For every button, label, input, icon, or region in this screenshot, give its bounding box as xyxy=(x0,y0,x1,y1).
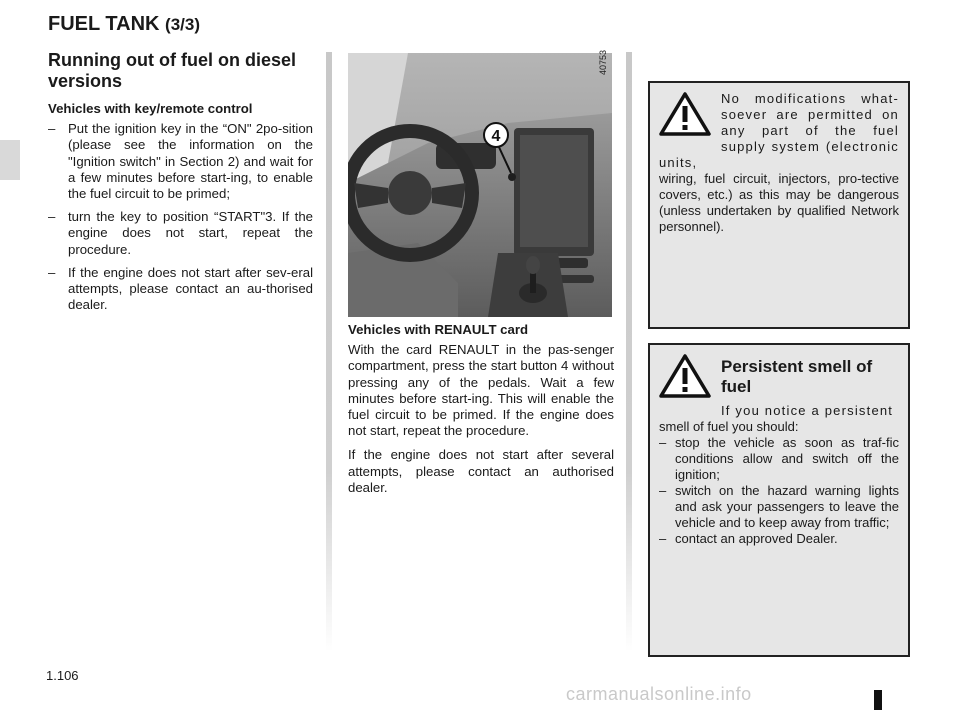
subheading-key: Vehicles with key/remote control xyxy=(48,101,253,116)
list-item: – turn the key to position “START"3. If the engine does not start, repeat the procedure. xyxy=(48,209,313,257)
card-instructions: With the card RENAULT in the pas-senger compartment, press the start button 4 without pressing any of the pedals. Wait a few minutes before start-ing. This will enable the fuel circuit to be primed. If the engine does not start, repeat the procedure. xyxy=(348,342,614,439)
warning-text-lead: No modifications what-soever are permitted on any part of the fuel supply system (electronic units, xyxy=(659,91,899,170)
left-column xyxy=(48,50,313,320)
warning-box-fuel-smell xyxy=(648,343,910,657)
callout-label: 4 xyxy=(491,128,501,145)
list-item: – If the engine does not start after sev-eral attempts, please contact an au-thorised dealer. xyxy=(48,264,313,313)
section-tab-marker xyxy=(0,140,20,180)
page-title: FUEL TANK (3/3) xyxy=(48,13,201,35)
warning-text: wiring, fuel circuit, injectors, pro-tective covers, etc.) as this may be dangerous (unless undertaken by qualified Network personnel). xyxy=(659,171,899,234)
photo-reference-code: 40753 xyxy=(598,50,608,76)
subheading-card: Vehicles with RENAULT card xyxy=(348,322,529,337)
dashboard-photo xyxy=(348,53,612,317)
watermark: carmanualsonline.info xyxy=(566,684,752,704)
corner-marker xyxy=(874,690,882,710)
middle-column xyxy=(348,322,614,504)
warning-heading: Persistent smell of fuel xyxy=(721,357,873,396)
warning-box-modifications xyxy=(648,81,910,329)
page-number: 1.106 xyxy=(46,668,79,683)
list-item: – switch on the hazard warning lights and ask your passengers to leave the vehicle and to keep away from traffic; xyxy=(659,483,899,530)
list-item: – stop the vehicle as soon as traf-fic conditions allow and switch off the ignition; xyxy=(659,435,899,482)
card-fallback: If the engine does not start after several attempts, please contact an authorised dealer. xyxy=(348,447,614,495)
warning-triangle-icon xyxy=(659,353,711,399)
warning-intro: smell of fuel you should: xyxy=(659,419,799,434)
list-item: – contact an approved Dealer. xyxy=(659,531,838,546)
list-item: – Put the ignition key in the “ON" 2po-sition (please see the information on the "Ignition switch" in Section 2) and wait for a few minutes before start-ing, to enable the fuel circuit to be primed; xyxy=(48,121,313,202)
warning-triangle-icon xyxy=(659,91,711,137)
section-heading: Running out of fuel on diesel versions xyxy=(48,50,296,91)
column-divider xyxy=(326,52,332,652)
warning-intro-lead: If you notice a persistent xyxy=(721,403,894,418)
column-divider xyxy=(626,52,632,652)
